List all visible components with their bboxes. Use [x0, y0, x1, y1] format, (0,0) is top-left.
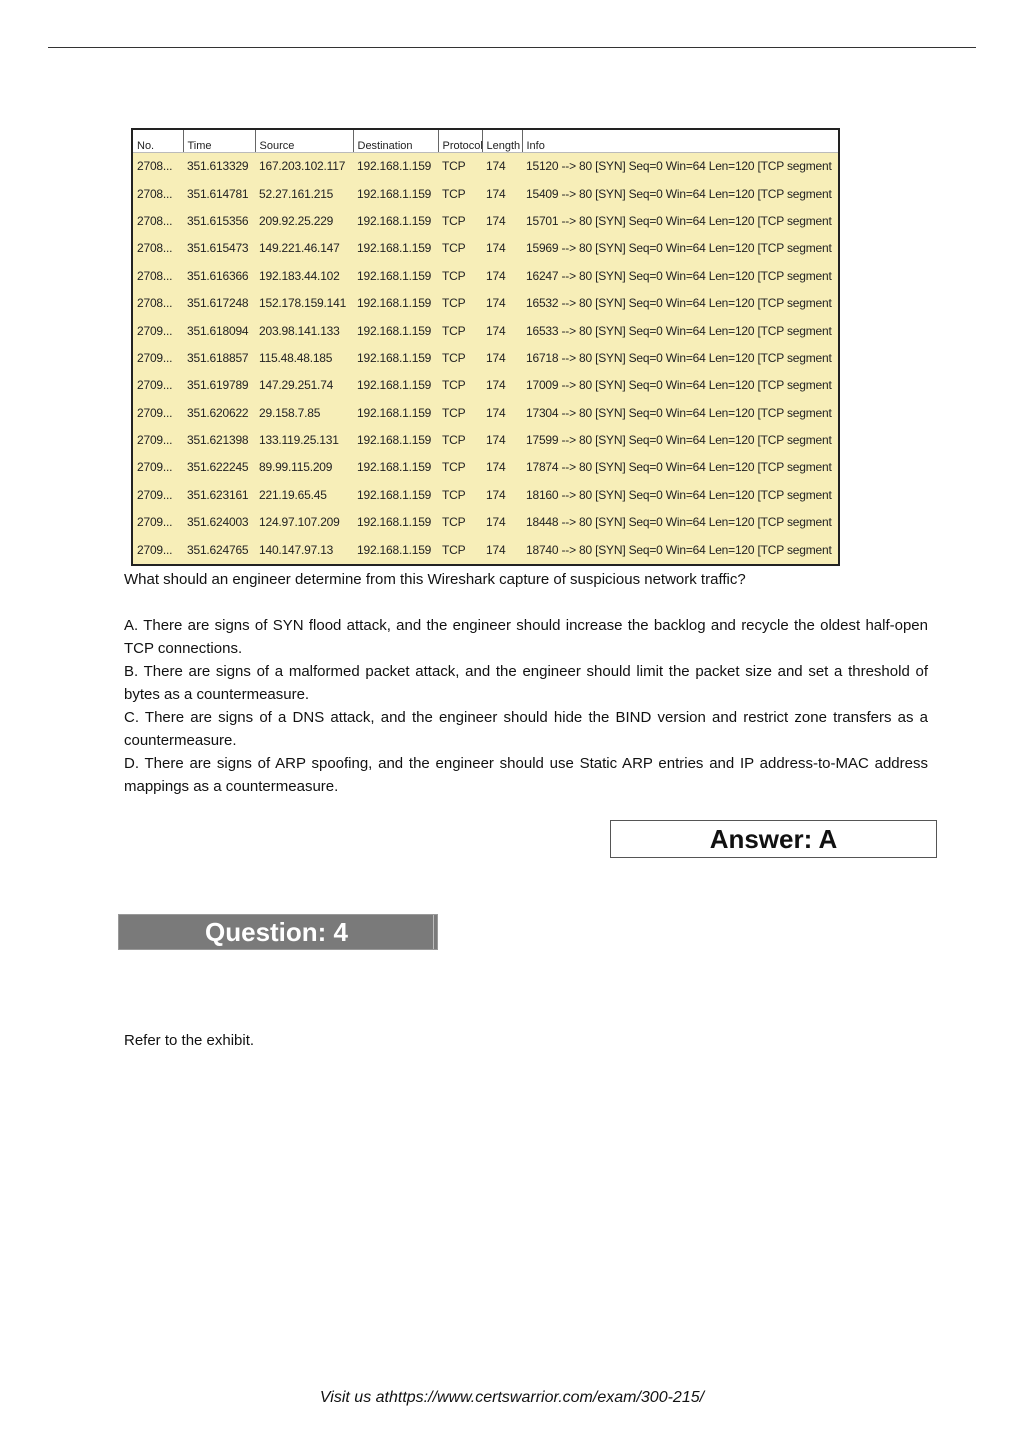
packet-cell: TCP — [442, 159, 466, 174]
packet-cell: 192.168.1.159 — [357, 268, 432, 283]
packet-cell: 2708... — [137, 268, 173, 283]
packet-cell: 192.168.1.159 — [357, 433, 432, 448]
packet-cell: 89.99.115.209 — [259, 460, 333, 475]
packet-cell: 2709... — [137, 460, 173, 475]
packet-row — [133, 399, 838, 426]
packet-cell: 174 — [486, 213, 506, 228]
option-a: A. There are signs of SYN flood attack, and the engineer should increase the backlog and recycle the oldest half-open TCP connections. — [124, 617, 928, 657]
packet-cell: 15409 --> 80 [SYN] Seq=0 Win=64 Len=120 [TCP segment — [526, 186, 832, 201]
packet-list-body — [133, 152, 838, 563]
packet-cell: 2708... — [137, 241, 173, 256]
packet-cell: 15969 --> 80 [SYN] Seq=0 Win=64 Len=120 [TCP segment — [526, 241, 832, 256]
packet-cell: 192.168.1.159 — [357, 159, 432, 174]
packet-cell: 174 — [486, 433, 506, 448]
packet-cell: 152.178.159.141 — [259, 296, 347, 311]
packet-cell: 192.183.44.102 — [259, 268, 340, 283]
packet-cell: 192.168.1.159 — [357, 213, 432, 228]
packet-cell: 192.168.1.159 — [357, 460, 432, 475]
packet-row — [133, 509, 838, 536]
packet-cell: 351.624003 — [187, 515, 249, 530]
packet-cell: TCP — [442, 515, 466, 530]
packet-cell: 2709... — [137, 487, 173, 502]
packet-cell: 2708... — [137, 186, 173, 201]
packet-cell: 133.119.25.131 — [259, 433, 339, 448]
packet-cell: 192.168.1.159 — [357, 405, 432, 420]
packet-cell: 174 — [486, 268, 506, 283]
packet-cell: TCP — [442, 433, 466, 448]
packet-list-header — [133, 130, 838, 152]
footer-link-text: Visit us athttps://www.certswarrior.com/exam/300-215/ — [319, 1389, 705, 1406]
packet-cell: 2709... — [137, 350, 173, 365]
packet-cell: 192.168.1.159 — [357, 350, 432, 365]
column-header: Length — [482, 130, 522, 152]
packet-cell: 18160 --> 80 [SYN] Seq=0 Win=64 Len=120 [TCP segment — [526, 487, 832, 502]
packet-cell: 174 — [486, 323, 506, 338]
packet-cell: 174 — [486, 296, 506, 311]
packet-cell: TCP — [442, 268, 466, 283]
packet-cell: 351.616366 — [187, 268, 249, 283]
packet-cell: 351.618094 — [187, 323, 249, 338]
packet-cell: 2708... — [137, 159, 173, 174]
packet-cell: 174 — [486, 405, 506, 420]
packet-cell: 351.624765 — [187, 542, 249, 557]
packet-cell: 351.615473 — [187, 241, 249, 256]
column-header: Destination — [353, 130, 438, 152]
packet-cell: 15120 --> 80 [SYN] Seq=0 Win=64 Len=120 [TCP segment — [526, 159, 832, 174]
packet-cell: 17009 --> 80 [SYN] Seq=0 Win=64 Len=120 [TCP segment — [526, 378, 832, 393]
packet-list-table — [133, 130, 838, 563]
column-header: No. — [133, 130, 183, 152]
packet-cell: 16247 --> 80 [SYN] Seq=0 Win=64 Len=120 [TCP segment — [526, 268, 832, 283]
packet-cell: TCP — [442, 487, 466, 502]
packet-row — [133, 207, 838, 234]
packet-cell: 174 — [486, 542, 506, 557]
packet-cell: 15701 --> 80 [SYN] Seq=0 Win=64 Len=120 [TCP segment — [526, 213, 832, 228]
packet-cell: 192.168.1.159 — [357, 186, 432, 201]
packet-cell: 115.48.48.185 — [259, 350, 333, 365]
column-header: Protocol — [438, 130, 482, 152]
packet-cell: 16533 --> 80 [SYN] Seq=0 Win=64 Len=120 [TCP segment — [526, 323, 832, 338]
packet-cell: TCP — [442, 186, 466, 201]
packet-cell: 2708... — [137, 296, 173, 311]
packet-cell: 174 — [486, 186, 506, 201]
packet-cell: 351.617248 — [187, 296, 249, 311]
packet-cell: 221.19.65.45 — [259, 487, 327, 502]
packet-cell: TCP — [442, 350, 466, 365]
packet-cell: 174 — [486, 241, 506, 256]
packet-row — [133, 289, 838, 316]
column-header: Time — [183, 130, 255, 152]
question-text: What should an engineer determine from this Wireshark capture of suspicious network traffic? — [124, 571, 746, 588]
packet-cell: 174 — [486, 378, 506, 393]
packet-cell: 351.620622 — [187, 405, 249, 420]
column-header: Source — [255, 130, 353, 152]
packet-cell: TCP — [442, 296, 466, 311]
question-number-label: Question: 4 — [205, 916, 349, 947]
packet-cell: 2709... — [137, 378, 173, 393]
packet-cell: 147.29.251.74 — [259, 378, 334, 393]
packet-cell: 2709... — [137, 542, 173, 557]
packet-cell: 351.613329 — [187, 159, 249, 174]
packet-cell: 192.168.1.159 — [357, 542, 432, 557]
packet-row — [133, 481, 838, 508]
packet-cell: 351.619789 — [187, 378, 249, 393]
answer-box: Answer: A — [610, 820, 937, 858]
option-b: B. There are signs of a malformed packet attack, and the engineer should limit the packet size and set a threshold of bytes as a countermeasure. — [124, 663, 928, 703]
packet-cell: 192.168.1.159 — [357, 378, 432, 393]
packet-cell: TCP — [442, 241, 466, 256]
packet-cell: 192.168.1.159 — [357, 323, 432, 338]
packet-cell: 140.147.97.13 — [259, 542, 334, 557]
packet-cell: 174 — [486, 487, 506, 502]
packet-cell: 351.622245 — [187, 460, 249, 475]
wireshark-capture-exhibit — [131, 128, 840, 566]
packet-cell: 18740 --> 80 [SYN] Seq=0 Win=64 Len=120 [TCP segment — [526, 542, 832, 557]
packet-cell: 351.618857 — [187, 350, 249, 365]
packet-cell: 203.98.141.133 — [259, 323, 340, 338]
packet-cell: 174 — [486, 350, 506, 365]
packet-cell: TCP — [442, 323, 466, 338]
packet-cell: TCP — [442, 405, 466, 420]
packet-row — [133, 536, 838, 563]
packet-cell: 351.615356 — [187, 213, 249, 228]
packet-cell: 17874 --> 80 [SYN] Seq=0 Win=64 Len=120 [TCP segment — [526, 460, 832, 475]
packet-cell: 17599 --> 80 [SYN] Seq=0 Win=64 Len=120 [TCP segment — [526, 433, 832, 448]
packet-cell: TCP — [442, 460, 466, 475]
packet-cell: TCP — [442, 213, 466, 228]
packet-cell: 2709... — [137, 323, 173, 338]
packet-row — [133, 344, 838, 371]
packet-cell: 209.92.25.229 — [259, 213, 334, 228]
packet-cell: TCP — [442, 542, 466, 557]
packet-cell: 192.168.1.159 — [357, 487, 432, 502]
packet-cell: 2709... — [137, 433, 173, 448]
packet-cell: 192.168.1.159 — [357, 296, 432, 311]
packet-row — [133, 454, 838, 481]
packet-cell: 351.621398 — [187, 433, 249, 448]
packet-cell: 351.614781 — [187, 186, 249, 201]
packet-cell: 18448 --> 80 [SYN] Seq=0 Win=64 Len=120 [TCP segment — [526, 515, 832, 530]
packet-row — [133, 262, 838, 289]
packet-row — [133, 372, 838, 399]
packet-row — [133, 235, 838, 262]
header-rule — [48, 47, 976, 48]
packet-cell: 174 — [486, 515, 506, 530]
packet-row — [133, 426, 838, 453]
answer-options — [124, 614, 928, 798]
packet-cell: 192.168.1.159 — [357, 241, 432, 256]
question-heading — [118, 914, 438, 950]
packet-cell: 16532 --> 80 [SYN] Seq=0 Win=64 Len=120 [TCP segment — [526, 296, 832, 311]
packet-cell: TCP — [442, 378, 466, 393]
packet-cell: 124.97.107.209 — [259, 515, 340, 530]
packet-cell: 17304 --> 80 [SYN] Seq=0 Win=64 Len=120 [TCP segment — [526, 405, 832, 420]
column-header: Info — [522, 130, 838, 152]
packet-cell: 52.27.161.215 — [259, 186, 334, 201]
option-c: C. There are signs of a DNS attack, and the engineer should hide the BIND version and restrict zone transfers as a countermeasure. — [124, 709, 928, 749]
packet-row — [133, 180, 838, 207]
packet-cell: 2709... — [137, 515, 173, 530]
packet-cell: 29.158.7.85 — [259, 405, 321, 420]
packet-cell: 149.221.46.147 — [259, 241, 340, 256]
packet-cell: 2708... — [137, 213, 173, 228]
packet-cell: 2709... — [137, 405, 173, 420]
packet-cell: 174 — [486, 159, 506, 174]
packet-row — [133, 152, 838, 180]
packet-cell: 351.623161 — [187, 487, 249, 502]
option-d: D. There are signs of ARP spoofing, and the engineer should use Static ARP entries and IP address-to-MAC address mappings as a countermeasure. — [124, 755, 928, 795]
packet-cell: 16718 --> 80 [SYN] Seq=0 Win=64 Len=120 [TCP segment — [526, 350, 832, 365]
question-intro-text: Refer to the exhibit. — [124, 1032, 255, 1049]
packet-cell: 167.203.102.117 — [259, 159, 346, 174]
packet-row — [133, 317, 838, 344]
packet-cell: 174 — [486, 460, 506, 475]
packet-cell: 192.168.1.159 — [357, 515, 432, 530]
